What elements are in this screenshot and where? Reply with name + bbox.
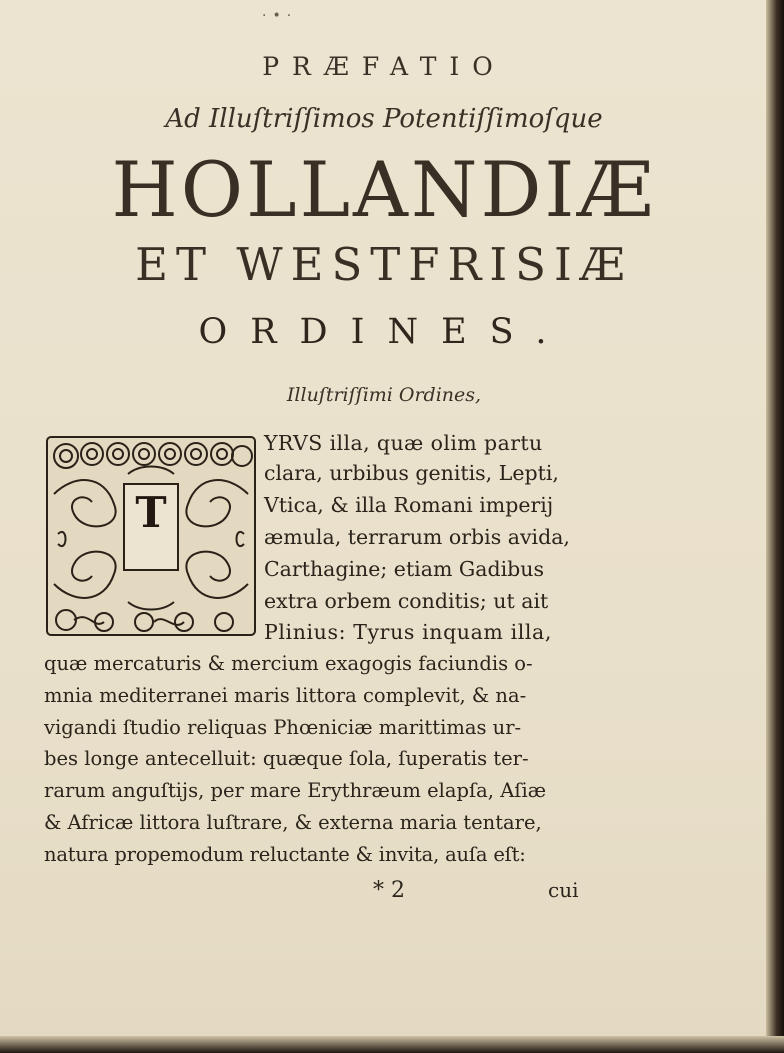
title-ordines: ORDINES. (198, 312, 570, 352)
signature-mark: * 2 (373, 878, 405, 903)
text-line-14: natura propemodum reluctante & invita, auſa eſt: (44, 843, 526, 866)
text-line-10: vigandi ſtudio reliquas Phœniciæ marittimas ur- (44, 716, 522, 739)
running-title: PRÆFATIO (262, 52, 506, 81)
text-line-4: æmula, terrarum orbis avida, (264, 525, 570, 549)
decorative-dots: ·•· (262, 8, 298, 24)
bottom-shadow (0, 1036, 784, 1053)
text-line-3: Vtica, & illa Romani imperij (264, 493, 554, 517)
text-line-11: bes longe antecelluit: quæque ſola, ſuperatis ter- (44, 747, 529, 770)
decorated-initial (44, 434, 258, 638)
text-line-7: Plinius: Tyrus inquam illa, (264, 620, 552, 644)
title-westfrisiae: ET WESTFRISIÆ (135, 238, 633, 291)
text-line-5: Carthagine; etiam Gadibus (264, 557, 545, 581)
salutation: Illuſtriſſimi Ordines, (286, 384, 482, 406)
page-edge (766, 0, 784, 1053)
text-line-8: quæ mercaturis & mercium exagogis faciundis o- (44, 652, 533, 675)
text-line-2: clara, urbibus genitis, Lepti, (264, 461, 559, 485)
text-line-9: mnia mediterranei maris littora complevit, & na- (44, 684, 527, 707)
catchword: cui (548, 878, 579, 902)
initial-letter: T (135, 488, 167, 537)
dedication-line: Ad Illuſtriſſimos Potentiſſimoſque (165, 104, 603, 134)
text-line-12: rarum anguſtijs, per mare Erythræum elapſa, Aſiæ (44, 779, 547, 802)
title-hollandiae: HOLLANDIÆ (111, 145, 657, 234)
text-line-1: YRVS illa, quæ olim partu (264, 431, 543, 455)
text-line-13: & Africæ littora luſtrare, & externa maria tentare, (44, 811, 542, 834)
text-line-6: extra orbem conditis; ut ait (264, 589, 549, 613)
